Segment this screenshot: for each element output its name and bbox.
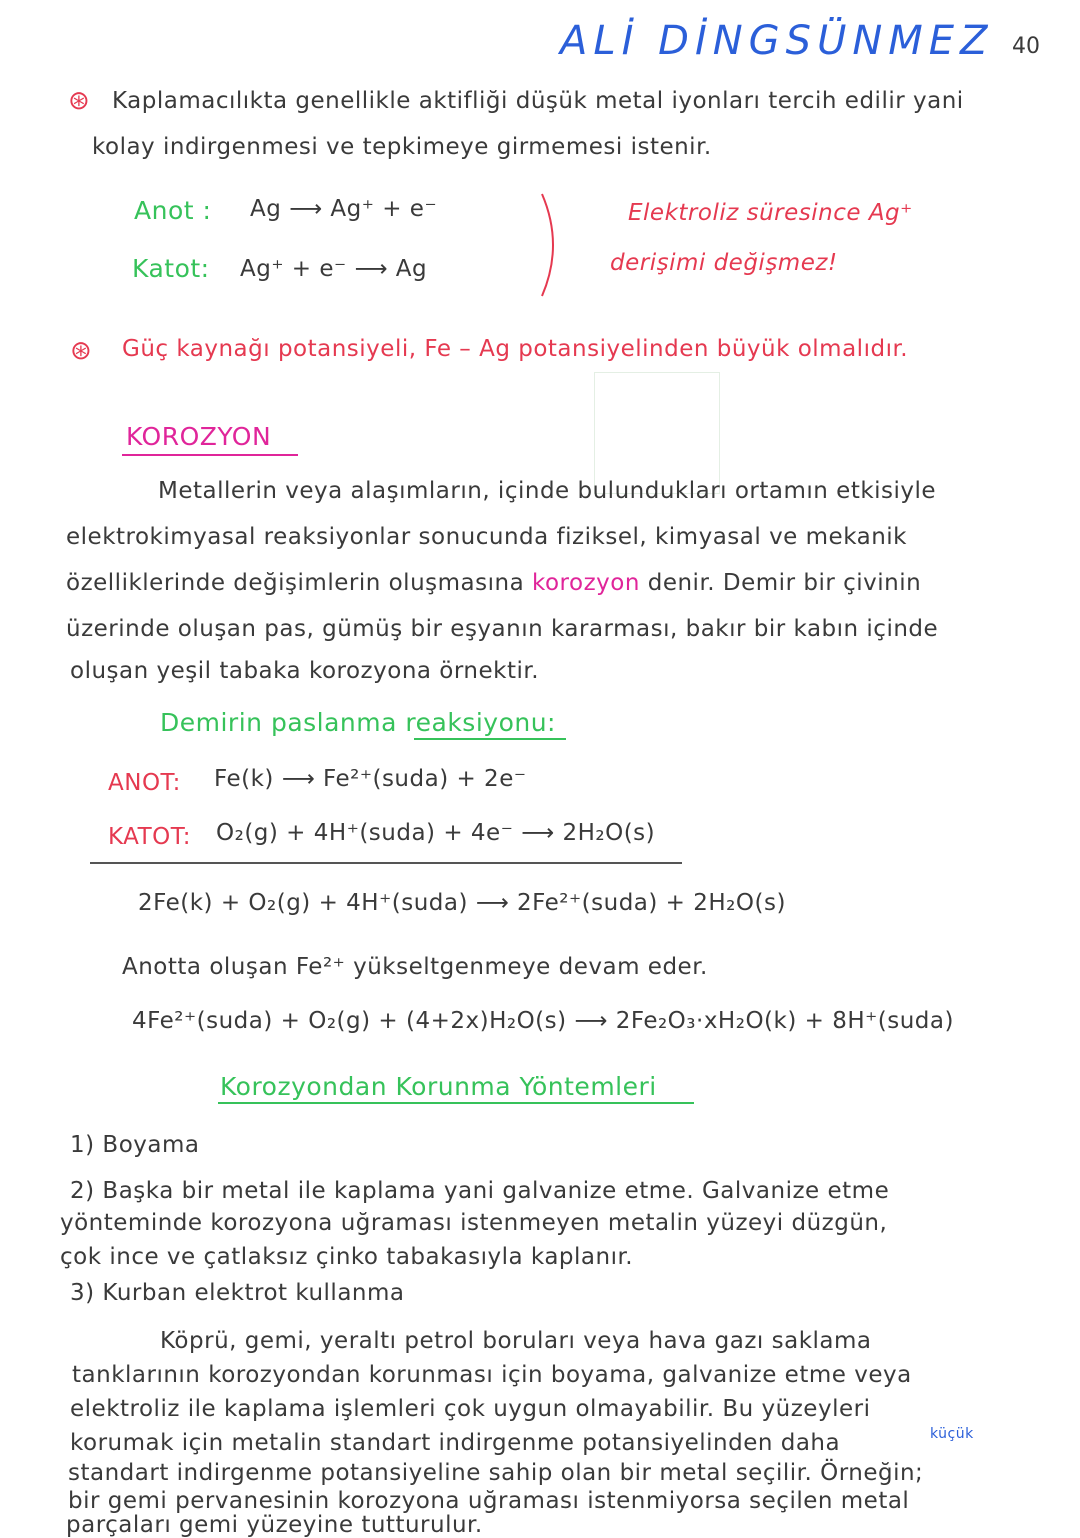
corrosion-para-line-4: üzerinde oluşan pas, gümüş bir eşyanın kararması, bakır bir kabın içinde — [66, 616, 939, 642]
protection-para-line-1: Köprü, gemi, yeraltı petrol boruları veya hava gazı saklama — [160, 1328, 872, 1354]
corrosion-para-line-5: oluşan yeşil tabaka korozyona örnektir. — [70, 658, 540, 684]
protection-item-2-line-2: yönteminde korozyona uğraması istenmeyen metalin yüzeyi düzgün, — [60, 1210, 888, 1236]
sum-line — [90, 862, 682, 864]
corrosion-keyword: korozyon — [531, 570, 640, 596]
bracket-icon — [538, 190, 568, 300]
electrolysis-note-line-1: Elektroliz süresince Ag⁺ — [628, 200, 913, 226]
corrosion-para-line-3 — [66, 570, 921, 596]
cathode-label: Katot: — [132, 254, 210, 283]
corrosion-para-line-3b: denir. Demir bir çivinin — [647, 570, 922, 596]
anode-equation: Ag ⟶ Ag⁺ + e⁻ — [250, 196, 438, 222]
protection-para-line-5: standart indirgenme potansiyeline sahip olan bir metal seçilir. Örneğin; — [68, 1460, 924, 1486]
inserted-word: küçük — [930, 1426, 974, 1442]
protection-para-line-3: elektroliz ile kaplama işlemleri çok uygun olmayabilir. Bu yüzeyleri — [70, 1396, 871, 1422]
corrosion-title: KOROZYON — [126, 422, 272, 451]
corrosion-para-line-2: elektrokimyasal reaksiyonlar sonucunda fiziksel, kimyasal ve mekanik — [66, 524, 907, 550]
electrolysis-note-line-2: derişimi değişmez! — [610, 250, 838, 276]
rusting-title: Demirin paslanma reaksiyonu: — [160, 708, 556, 737]
protection-item-3: 3) Kurban elektrot kullanma — [70, 1280, 405, 1306]
rust-net-equation: 2Fe(k) + O₂(g) + 4H⁺(suda) ⟶ 2Fe²⁺(suda) + 2H₂O(s) — [138, 890, 786, 916]
corrosion-para-line-3a: özelliklerinde değişimlerin oluşmasına — [66, 570, 525, 596]
rust-cathode-equation: O₂(g) + 4H⁺(suda) + 4e⁻ ⟶ 2H₂O(s) — [216, 820, 656, 846]
protection-para-line-4: korumak için metalin standart indirgenme potansiyelinden daha — [70, 1430, 841, 1456]
anode-label: Anot : — [134, 196, 212, 225]
plating-line-2: kolay indirgenmesi ve tepkimeye girmemesi istenir. — [92, 134, 712, 160]
protection-item-2: 2) Başka bir metal ile kaplama yani galvanize etme. Galvanize etme — [70, 1178, 890, 1204]
protection-title-underline — [218, 1102, 694, 1104]
protection-title: Korozyondan Korunma Yöntemleri — [220, 1072, 657, 1101]
rust-further-equation: 4Fe²⁺(suda) + O₂(g) + (4+2x)H₂O(s) ⟶ 2Fe₂O₃·xH₂O(k) + 8H⁺(suda) — [132, 1008, 954, 1034]
protection-para-line-2: tanklarının korozyondan korunması için boyama, galvanize etme veya — [72, 1362, 912, 1388]
rust-note: Anotta oluşan Fe²⁺ yükseltgenmeye devam eder. — [122, 954, 708, 980]
corrosion-title-underline — [122, 454, 298, 456]
author-name: ALİ DİNGSÜNMEZ — [560, 18, 994, 64]
rust-anode-label: ANOT: — [108, 770, 181, 796]
page-number: 40 — [1012, 34, 1040, 59]
protection-para-line-7: parçaları gemi yüzeyine tutturulur. — [66, 1512, 483, 1538]
bullet-icon: ⊛ — [68, 86, 91, 116]
cathode-equation: Ag⁺ + e⁻ ⟶ Ag — [240, 256, 428, 282]
protection-item-2-line-3: çok ince ve çatlaksız çinko tabakasıyla kaplanır. — [60, 1244, 634, 1270]
bullet-icon: ⊛ — [70, 336, 93, 366]
rusting-title-underline — [414, 738, 566, 740]
protection-para-line-6: bir gemi pervanesinin korozyona uğraması istenmiyorsa seçilen metal — [68, 1488, 910, 1514]
power-note: Güç kaynağı potansiyeli, Fe – Ag potansiyelinden büyük olmalıdır. — [122, 336, 909, 362]
rust-cathode-label: KATOT: — [108, 824, 192, 850]
plating-line-1: Kaplamacılıkta genellikle aktifliği düşük metal iyonları tercih edilir yani — [112, 88, 964, 114]
faint-box — [594, 372, 720, 494]
rust-anode-equation: Fe(k) ⟶ Fe²⁺(suda) + 2e⁻ — [214, 766, 527, 792]
corrosion-para-line-1: Metallerin veya alaşımların, içinde bulundukları ortamın etkisiyle — [158, 478, 937, 504]
protection-item-1: 1) Boyama — [70, 1132, 200, 1158]
